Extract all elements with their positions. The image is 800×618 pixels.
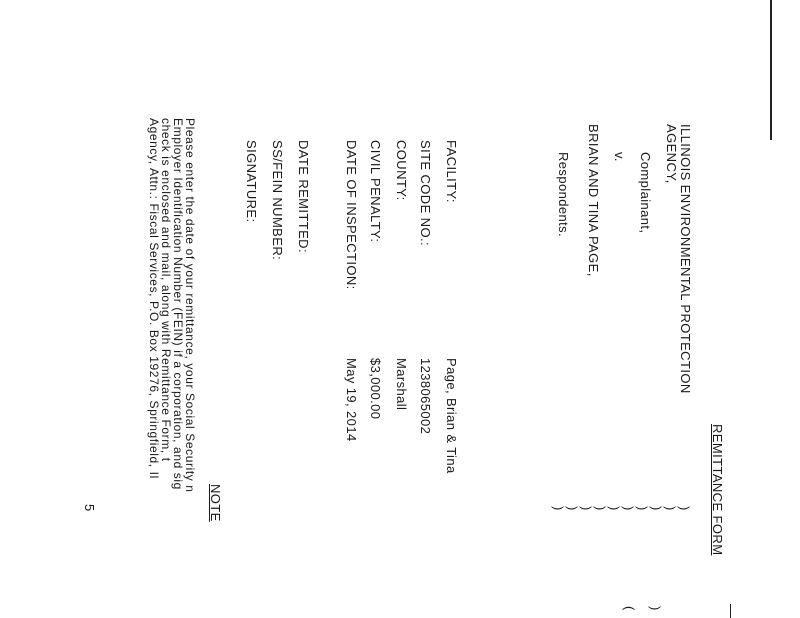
civil-penalty-value: $3,000.00 — [368, 358, 383, 420]
page-number: 5 — [82, 504, 97, 512]
form-title: REMITTANCE FORM — [710, 424, 725, 556]
bracket: ) — [677, 506, 692, 511]
site-code-value: 1238065002 — [418, 358, 433, 435]
bracket: ) — [565, 506, 580, 511]
civil-penalty-label: CIVIL PENALTY: — [368, 140, 383, 243]
case-fragment-a: ) — [648, 606, 663, 611]
date-remitted-label: DATE REMITTED: — [296, 140, 311, 253]
caption-respondent-names: BRIAN AND TINA PAGE, — [586, 124, 601, 277]
signature-label: SIGNATURE: — [244, 140, 259, 223]
bracket: ) — [649, 506, 664, 511]
county-label: COUNTY: — [394, 140, 409, 201]
ssfein-label: SS/FEIN NUMBER: — [270, 140, 285, 261]
caption-agency-line2: AGENCY, — [664, 124, 679, 184]
bracket: ) — [579, 506, 594, 511]
note-line: Agency, Attn.: Fiscal Services, P.O. Box 19276, Springfield, Il — [147, 118, 161, 479]
bracket: ) — [607, 506, 622, 511]
bracket: ) — [635, 506, 650, 511]
caption-versus: v. — [612, 152, 627, 162]
case-fragment-b: ( — [622, 606, 637, 611]
caption-respondents: Respondents. — [556, 152, 571, 238]
site-code-label: SITE CODE NO.: — [418, 140, 433, 247]
caption-agency-line1: ILLINOIS ENVIRONMENTAL PROTECTION — [678, 124, 693, 394]
scan-edge-line — [770, 0, 772, 140]
caption-bracket-column — [552, 506, 692, 520]
facility-label: FACILITY: — [444, 140, 459, 203]
county-value: Marshall — [394, 358, 409, 411]
caption-complainant: Complainant, — [638, 152, 653, 234]
note-line: Please enter the date of your remittance, your Social Security n — [183, 118, 197, 493]
note-heading: NOTE — [208, 484, 223, 522]
note-line: check is enclosed and mail, along with Remittance Form, t — [159, 118, 173, 462]
bracket: ) — [663, 506, 678, 511]
date-of-inspection-label: DATE OF INSPECTION: — [344, 140, 359, 290]
bracket: ) — [621, 506, 636, 511]
note-line: Employer Identification Number (FEIN) if a corporation, and sig — [171, 118, 185, 490]
bracket: ) — [551, 506, 566, 511]
date-of-inspection-value: May 19, 2014 — [344, 358, 359, 442]
facility-value: Page, Brian & Tina — [444, 358, 459, 474]
bracket: ) — [593, 506, 608, 511]
scan-edge-mark — [730, 604, 731, 618]
